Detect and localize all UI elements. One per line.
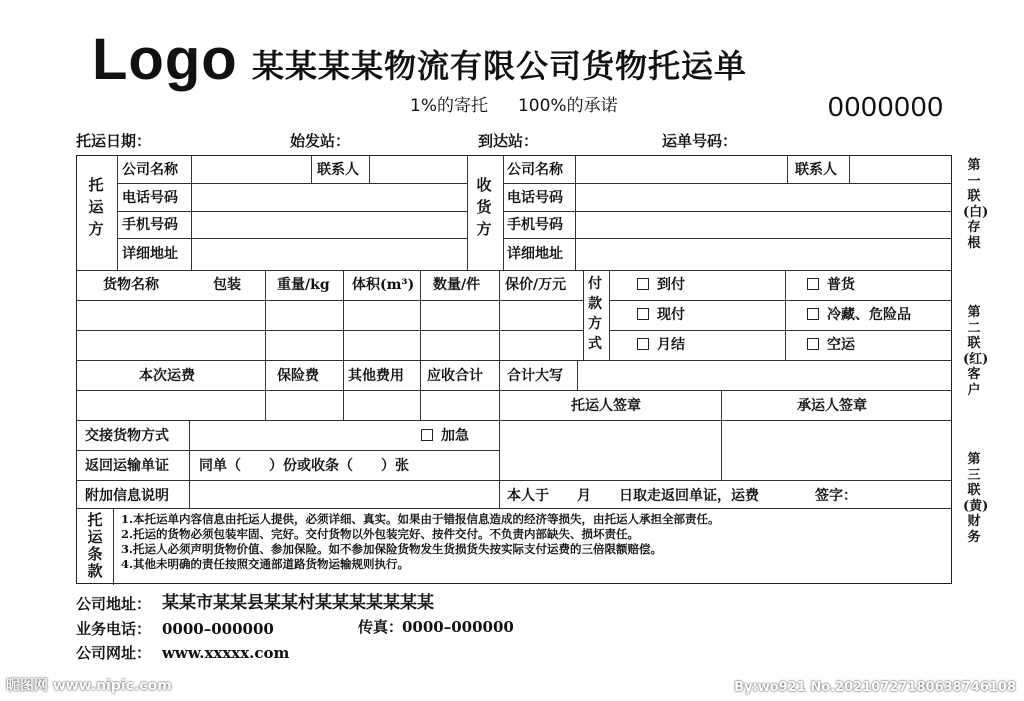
checkbox-icon[interactable] bbox=[421, 429, 433, 441]
quantity-header: 数量/件 bbox=[433, 277, 481, 293]
form-title: 某某某某物流有限公司货物托运单 bbox=[252, 47, 748, 85]
shipper-address-label: 详细地址 bbox=[122, 246, 178, 262]
payment-option-monthly[interactable]: 月结 bbox=[637, 336, 685, 354]
checkbox-icon[interactable] bbox=[807, 308, 819, 320]
website-url[interactable]: www.xxxxx.com bbox=[162, 644, 290, 662]
return-document-text: 同单（ ）份或收条（ ）张 bbox=[199, 458, 409, 474]
packaging-header: 包装 bbox=[213, 277, 241, 293]
serial-number: 0000000 bbox=[828, 91, 945, 122]
copy-label-2: 第二联(红)客户 bbox=[963, 305, 989, 398]
other-fee-header: 其他费用 bbox=[348, 368, 404, 384]
origin-station-label: 始发站： bbox=[290, 132, 351, 150]
ship-date-label: 托运日期： bbox=[76, 132, 152, 150]
service-refrigerated-hazardous[interactable]: 冷藏、危险品 bbox=[807, 306, 911, 324]
insurance-fee-header: 保险费 bbox=[277, 368, 319, 384]
watermark-right: By:wo921 No.20210727180638746108 bbox=[734, 680, 1016, 695]
shipper-phone-label: 电话号码 bbox=[122, 190, 178, 206]
waybill-number-label: 运单号码： bbox=[662, 132, 738, 150]
fax-label: 传真： bbox=[358, 618, 404, 636]
payment-option-cash[interactable]: 现付 bbox=[637, 306, 685, 324]
slogan bbox=[410, 95, 648, 117]
company-address-label: 公司地址： bbox=[76, 595, 152, 613]
shipper-contact-label: 联系人 bbox=[317, 162, 359, 178]
terms-item: 1.本托运单内容信息由托运人提供，必须详细、真实。如果由于错报信息造成的经济等损失，由托运人承担全部责任。 bbox=[121, 512, 720, 526]
waybill-form bbox=[76, 155, 952, 584]
business-phone: 0000–000000 bbox=[162, 620, 274, 638]
checkbox-icon[interactable] bbox=[637, 308, 649, 320]
freight-fee-header: 本次运费 bbox=[139, 368, 195, 384]
weight-header: 重量/kg bbox=[277, 277, 330, 293]
payment-method-label: 付款方式 bbox=[588, 276, 602, 352]
return-receipt-text: 本人于 月 日取走返回单证，运费 签字： bbox=[507, 488, 857, 504]
insured-value-header: 保价/万元 bbox=[505, 277, 567, 293]
checkbox-icon[interactable] bbox=[807, 278, 819, 290]
fax-number: 0000–000000 bbox=[402, 618, 514, 636]
copy-label-1: 第一联(白)存根 bbox=[963, 158, 989, 251]
business-phone-label: 业务电话： bbox=[76, 620, 152, 638]
slogan-1: 1%的寄托 bbox=[410, 96, 488, 116]
consignee-phone-label: 电话号码 bbox=[507, 190, 563, 206]
consignee-side-label: 收货方 bbox=[476, 176, 492, 238]
shipper-side-label: 托运方 bbox=[88, 176, 104, 238]
terms-item: 2.托运的货物必须包装牢固、完好。交付货物以外包装完好、按件交付。不负责内部缺失、损坏责任。 bbox=[121, 527, 639, 541]
terms-item: 4.其他未明确的责任按照交通部道路货物运输规则执行。 bbox=[121, 557, 410, 571]
company-address: 某某市某某县某某村某某某某某某某 bbox=[162, 593, 434, 613]
goods-name-header: 货物名称 bbox=[103, 277, 159, 293]
payment-option-to-pay[interactable]: 到付 bbox=[637, 276, 685, 294]
checkbox-icon[interactable] bbox=[637, 338, 649, 350]
total-receivable-header: 应收合计 bbox=[427, 368, 483, 384]
terms-item: 3.托运人必须声明货物价值、参加保险。如不参加保险货物发生货损货失按实际支付运费的三倍限额赔偿。 bbox=[121, 542, 662, 556]
shipper-signature-label: 托运人签章 bbox=[571, 398, 641, 414]
website-label: 公司网址： bbox=[76, 644, 152, 662]
additional-info-label: 附加信息说明 bbox=[85, 488, 169, 504]
consignee-mobile-label: 手机号码 bbox=[507, 217, 563, 233]
total-in-words-header: 合计大写 bbox=[507, 368, 563, 384]
service-general-cargo[interactable]: 普货 bbox=[807, 276, 855, 294]
shipper-company-label: 公司名称 bbox=[122, 162, 178, 178]
checkbox-icon[interactable] bbox=[807, 338, 819, 350]
terms-label: 托运条款 bbox=[87, 511, 103, 580]
terms-list bbox=[121, 512, 720, 572]
volume-header: 体积(m³) bbox=[352, 277, 415, 293]
handover-method-label: 交接货物方式 bbox=[85, 428, 169, 444]
return-document-label: 返回运输单证 bbox=[85, 458, 169, 474]
shipper-mobile-label: 手机号码 bbox=[122, 217, 178, 233]
watermark-left: 昵图网 www.nipic.com bbox=[6, 678, 172, 694]
consignee-company-label: 公司名称 bbox=[507, 162, 563, 178]
slogan-2: 100%的承诺 bbox=[517, 96, 618, 116]
service-air[interactable]: 空运 bbox=[807, 336, 855, 354]
urgent-option[interactable]: 加急 bbox=[421, 427, 469, 445]
consignee-contact-label: 联系人 bbox=[795, 162, 837, 178]
destination-station-label: 到达站： bbox=[478, 132, 539, 150]
carrier-signature-label: 承运人签章 bbox=[797, 398, 867, 414]
consignee-address-label: 详细地址 bbox=[507, 246, 563, 262]
logo: Logo bbox=[92, 27, 238, 92]
checkbox-icon[interactable] bbox=[637, 278, 649, 290]
copy-label-3: 第三联(黄)财务 bbox=[963, 452, 989, 545]
